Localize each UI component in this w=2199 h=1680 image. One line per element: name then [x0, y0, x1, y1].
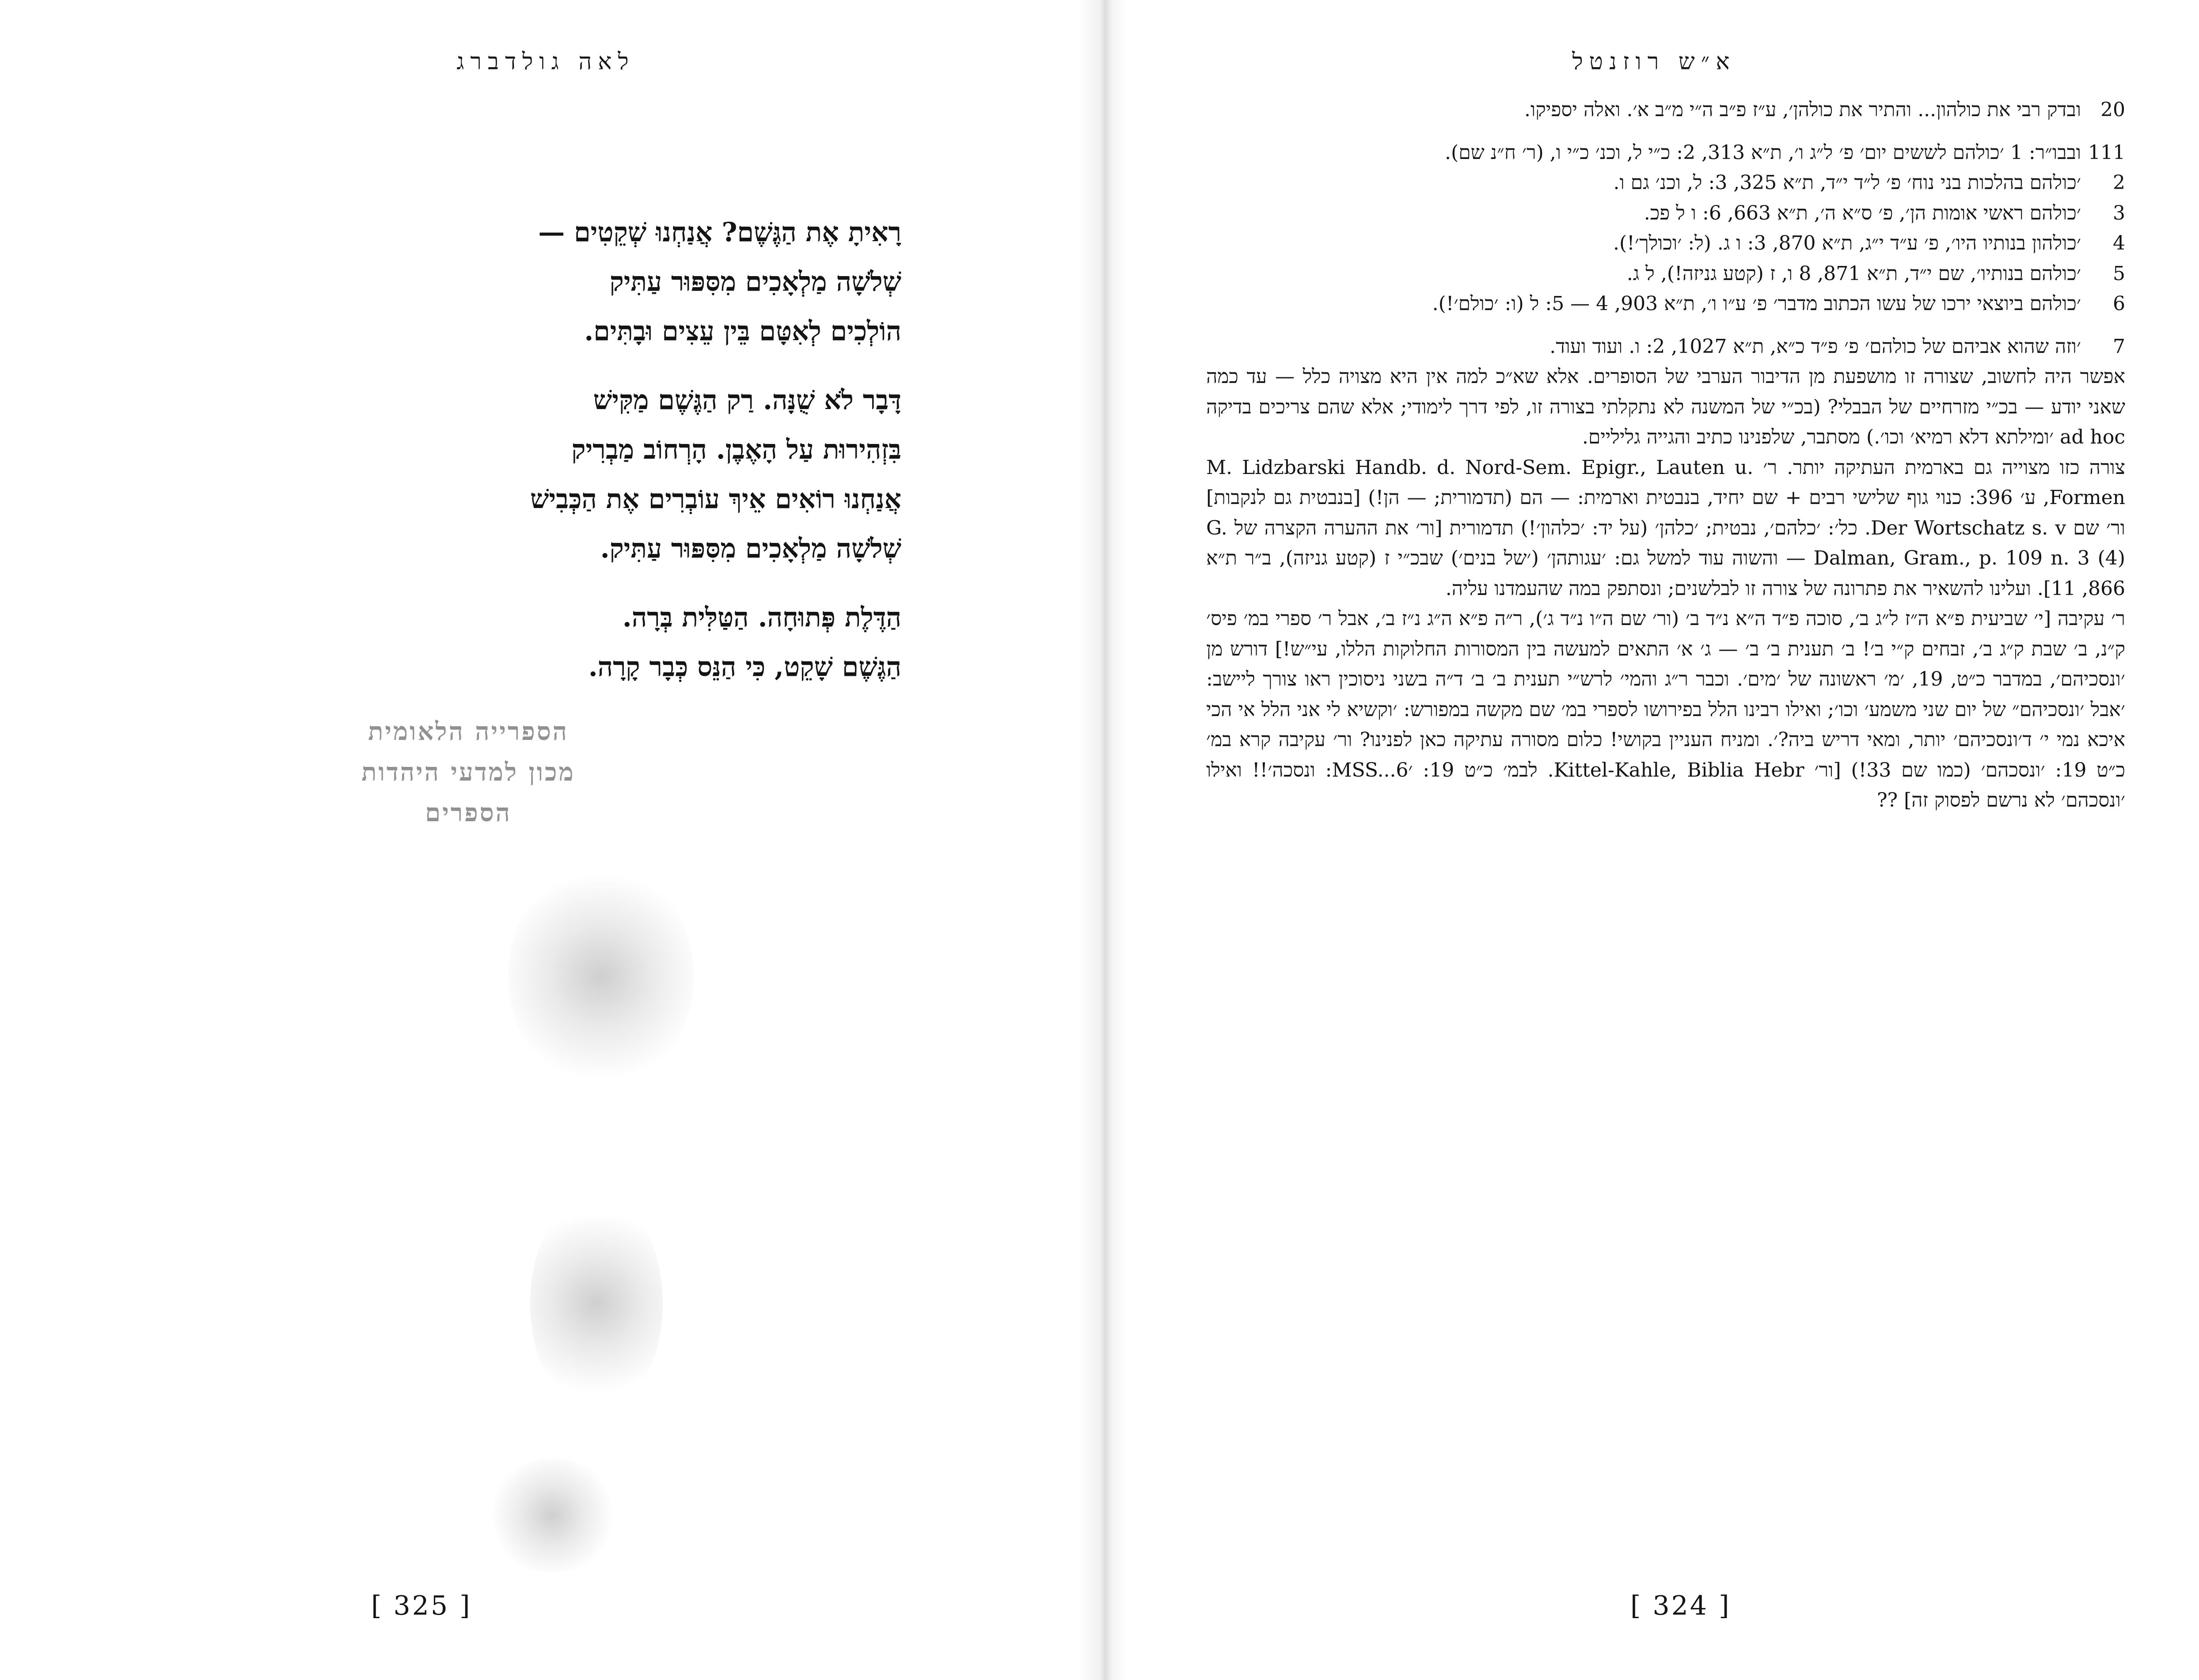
note-text: ׳כולהם ביוצאי ירכו של עשו הכתוב מדבר׳ פ׳ ע״ו ו׳, ת״א 903, 4 — 5: ל (ו: ׳כולם׳!).: [1432, 292, 2081, 315]
poem-stanza: [186, 375, 901, 573]
poem-stanza: [186, 208, 901, 356]
note-text: ׳וזה שהוא אביהם של כולהם׳ פ׳ פ״ד כ״א, ת״א 1027, 2: ו. ועוד ועוד.: [1550, 335, 2081, 358]
note-entry: [1206, 198, 2125, 229]
note-text: ׳כולהם בנותיו׳, שם י״ד, ת״א 871, 8 ו, ז (קטע גניזה!), ל ג.: [1626, 262, 2081, 285]
note-entry: [1206, 228, 2125, 259]
poem-line: שְׁלֹשָׁה מַלְאָכִים מִסִּפּוּר עַתִּיק.: [600, 533, 901, 564]
note-text: ׳כולהון בנותיו היו׳, פ׳ ע״ד י״ג, ת״א 870, 3: ו ג. (ל: ׳וכולך׳!).: [1613, 232, 2081, 254]
note-paragraph: אפשר היה לחשוב, שצורה זו מושפעת מן הדיבור הערבי של הסופרים. אלא שא״כ למה אין היא מצויה כלל — עד כמה שאני יודע — בכ״י מזרחיים של הבבלי? (בכ״י של המשנה לא נתקלתי בצורה זו, לפי דרך לימודי; אלא שהם צריכים בדיקה ad hoc ׳ומילתא דלא רמיא׳ וכו׳.) מסתבר, שלפנינו כתיב והגייה גליליים.: [1206, 365, 2125, 448]
running-head-author: לאה גולדברג: [456, 49, 635, 75]
page-number: [ 324 ]: [1630, 1590, 1731, 1621]
note-entry: [1206, 95, 2125, 125]
note-paragraph: ר׳ עקיבה [י׳ שביעית פ״א ה״ז ל״ג ב׳, סוכה פ״ד ה״א נ״ד ב׳ (ור׳ שם ה״ו נ״ד ג׳), ר״ה פ״א ה״ג נ״ז ב׳, אבל ר׳ ספרי במ׳ פיס׳ ק״נ, ב׳ שבת ק״ג ב׳, זבחים ק״י ב׳! ב׳ תענית ב׳ ב׳ — ג׳ א׳ התאים למעשה בין המסורות החלוקות הללו, עי״ש!] דורש מן ׳ונסכיהם׳, במדבר כ״ט, 19, ׳מ׳ ראשונה של ׳מים׳. וכבר ר״ג והמי׳ לרש״י תענית ב׳ ב׳ ד״ה בשני ניסוכין ראו צורך ליישב: ׳אבל ׳ונסכיהם״ של יום שני משמע׳ וכו׳; ואילו רבינו הלל בפירושו לספרי במ׳ שם מקשה במפורש: ׳וקשיא לי אני הלל אי הכי איכא נמי י׳ ד׳ונסכיהם׳ יותר, ומאי דריש ביה?׳. ומניח העניין בקושי! כלום מסורה עתיקה כאן לפנינו? ור׳ עקיבה קרא במ׳ כ״ט 19: ׳ונסכהם׳ (כמו שם 33!) [ור׳ Kittel-Kahle, Biblia Hebr. לבמ׳ כ״ט 19: ׳MSS...6: ונסכה׳!! ואילו ׳ונסכהם׳ לא נרשם לפסוק זה] ??: [1206, 607, 2126, 812]
poem-line: שְׁלֹשָׁה מַלְאָכִים מִסִּפּוּר עַתִּיק: [609, 266, 901, 297]
paper-smudge: [508, 861, 694, 1091]
note-text: ׳כולהם בהלכות בני נוח׳ פ׳ ל״ד י״ד, ת״א 325, 3: ל, וכנ׳ גם ו.: [1613, 171, 2081, 194]
note-number: 7: [2113, 335, 2125, 358]
note-number: 2: [2113, 171, 2125, 194]
note-text: ובדק רבי את כולהון... והתיר את כולהן׳, ע״ז פ״ב ה״י מ״ב א׳. ואלה יספיקו.: [1524, 99, 2081, 121]
note-text: ׳כולהם ראשי אומות הן׳, פ׳ ס״א ה׳, ת״א 663, 6: ו ל פכ.: [1644, 201, 2081, 224]
poem-line: הַגֶּשֶׁם שָׁקֵט, כִּי הַנֵּס כְּבָר קָרָה.: [588, 652, 901, 683]
left-page: [0, 0, 1091, 1680]
poem-line: אֲנַחְנוּ רוֹאִים אֵיךְ עוֹבְרִים אֶת הַכְּבִישׁ: [530, 484, 901, 515]
note-number: 6: [2113, 292, 2125, 315]
right-page: [1109, 0, 2199, 1680]
note-entry: [1206, 138, 2125, 168]
running-head-author: א״ש רוזנטל: [1572, 49, 1736, 75]
poem-line: דָּבָר לֹא שֻׁנָּה. רַק הַגֶּשֶׁם מַקִּישׁ: [593, 385, 901, 416]
note-number: 3: [2113, 201, 2125, 224]
poem-stanza: [186, 593, 901, 692]
stamp-line: הספרייה הלאומית: [368, 717, 569, 746]
note-entry: [1206, 168, 2125, 198]
note-number: 20: [2100, 99, 2125, 121]
stamp-line: הספרים: [425, 798, 512, 827]
note-entry: [1206, 289, 2125, 319]
note-number: 4: [2113, 232, 2125, 254]
stamp-line: מכון למדעי היהדות: [361, 758, 575, 787]
paper-smudge: [530, 1193, 663, 1414]
poem-line: הַדֶּלֶת פְּתוּחָה. הַטַּלִּית בְּרָה.: [622, 602, 901, 633]
notes-body: [1206, 95, 2125, 816]
poem-line: רָאִיתָ אֶת הַגֶּשֶׁם? אֲנַחְנוּ שְׁקֵטִים —: [538, 217, 901, 248]
page-number: [ 325 ]: [371, 1590, 472, 1621]
poem-line: בִּזְהִירוּת עַל הָאֶבֶן. הָרְחוֹב מַבְרִיק: [571, 434, 901, 465]
poem-line: הוֹלְכִים לְאִטָּם בֵּין עֵצִים וּבָתִּים.: [584, 316, 901, 347]
note-text: ובבו״ר: 1 ׳כולהם לששים יום׳ פ׳ ל״ג ו׳, ת״א 313, 2: כ״י ל, וכנ׳ כ״י ו, (ר׳ ח״נ שם).: [1445, 141, 2081, 164]
note-entry: [1206, 259, 2125, 289]
library-stamp: [247, 711, 689, 833]
note-number: 111: [2088, 141, 2125, 164]
poem: [186, 208, 901, 711]
note-entry: [1206, 332, 2125, 362]
note-paragraph: צורה כזו מצוייה גם בארמית העתיקה יותר. ר׳ M. Lidzbarski Handb. d. Nord-Sem. Epigr., Lauten u. Formen, ע׳ 396: כנוי גוף שלישי רבים + שם יחיד, בנבטית וארמית: — הם (תדמורית; — הן!) [בנבטית גם לנקבות] ור׳ שם Der Wortschatz s. v. כל׳: ׳כלהם׳, נבטית; ׳כלהן׳ (על יד: ׳כלהון׳!) תדמורית [ור׳ את ההערה הקצרה של G. Dalman, Gram., p. 109 n. 3 (4) — והשוה עוד למשל גם: ׳עגותהן׳ (׳של בנים׳) שבכ״י ז (קטע גניזה), ב״ר ת״א 866, 11]. ועלינו להשאיר את פתרונה של צורה זו לבלשנים; ונסתפק במה שהעמדנו עליה.: [1206, 456, 2125, 600]
note-number: 5: [2113, 262, 2125, 285]
paper-smudge: [486, 1458, 619, 1573]
